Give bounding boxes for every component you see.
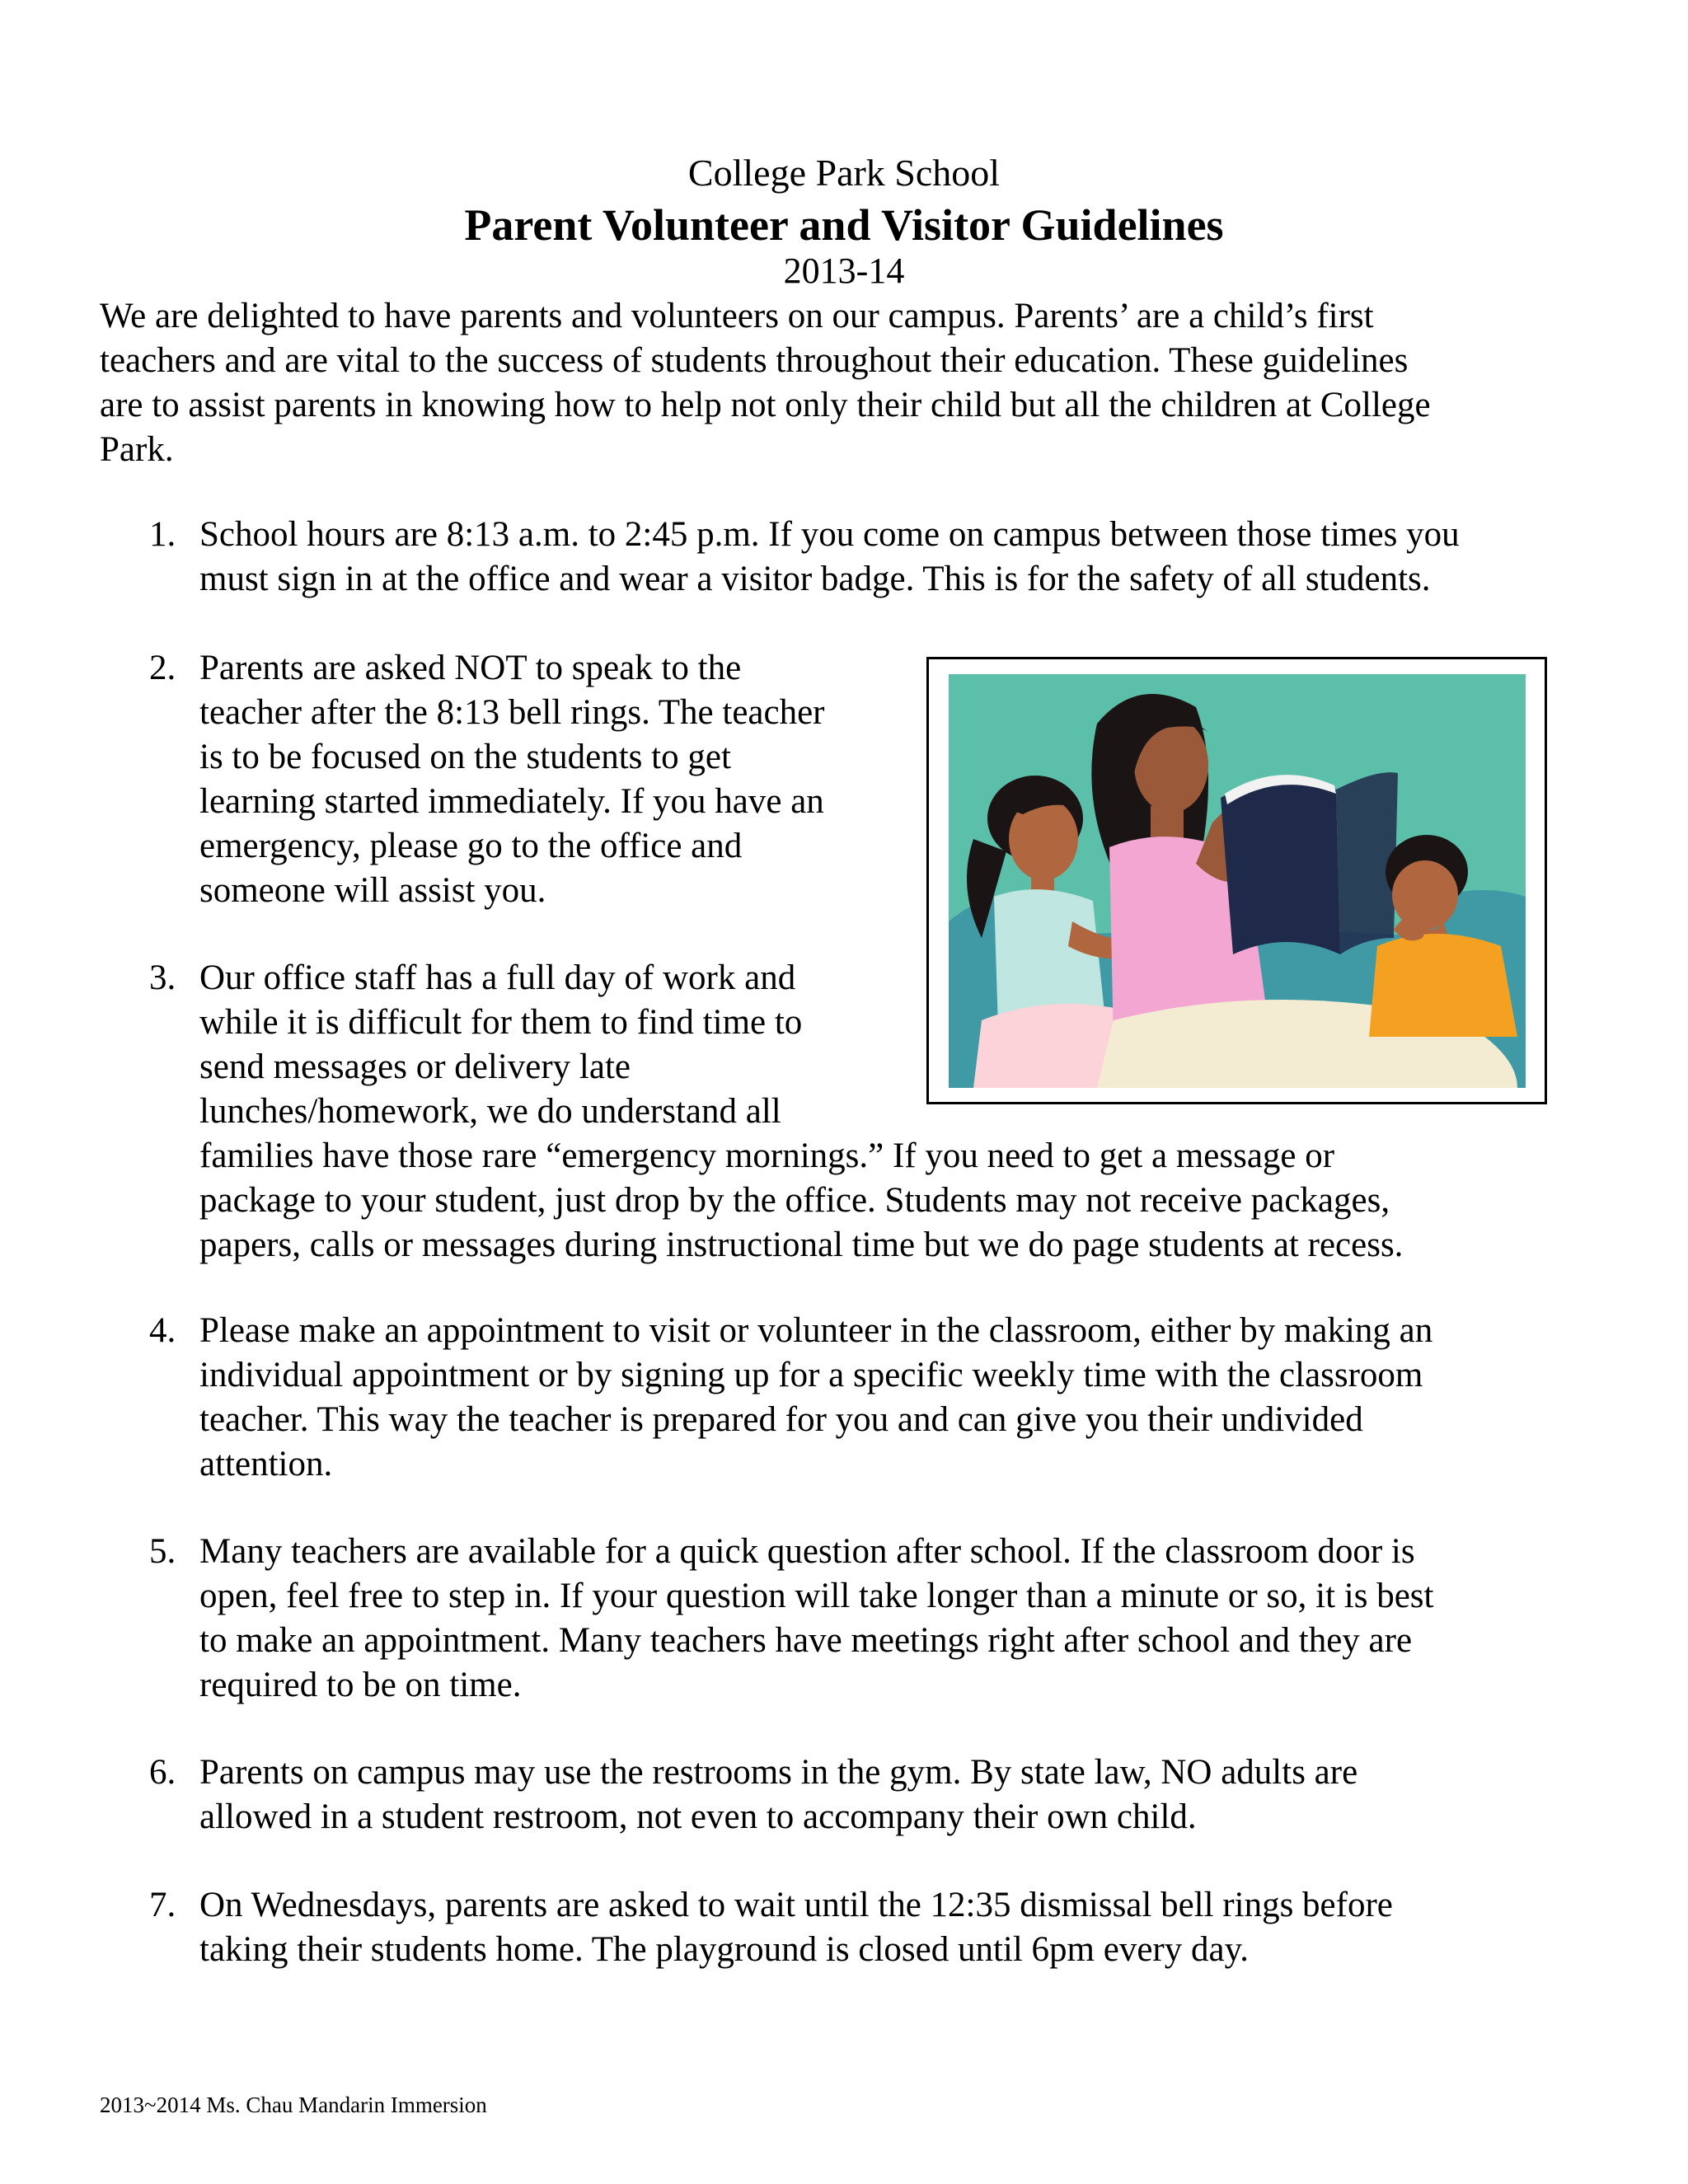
guideline-line: teacher. This way the teacher is prepared for you and can give you their undivided: [199, 1400, 1363, 1439]
guideline-number: 1.: [149, 515, 176, 554]
guideline-line: learning started immediately. If you have an: [199, 782, 824, 821]
guideline-number: 2.: [149, 649, 176, 687]
guideline-text: [199, 1883, 1608, 1972]
guideline-number: 4.: [149, 1311, 176, 1350]
guideline-line: send messages or delivery late: [199, 1047, 631, 1086]
intro-line: Park.: [100, 430, 174, 469]
guideline-text: [199, 1309, 1608, 1487]
guideline-text: [199, 1530, 1608, 1708]
guideline-item-7: [100, 1883, 1608, 1972]
guideline-number: 6.: [149, 1753, 176, 1792]
book-shape: [1221, 772, 1398, 954]
guideline-number: 7.: [149, 1886, 176, 1924]
guideline-line: open, feel free to step in. If your question will take longer than a minute or so, it is best: [199, 1577, 1434, 1615]
intro-line: are to assist parents in knowing how to help not only their child but all the children at College: [100, 386, 1431, 424]
guideline-line: teacher after the 8:13 bell rings. The teacher: [199, 693, 825, 732]
guideline-number: 3.: [149, 958, 176, 997]
guideline-line: emergency, please go to the office and: [199, 827, 743, 865]
page-title: Parent Volunteer and Visitor Guidelines: [464, 200, 1224, 250]
guideline-item-6: [100, 1750, 1608, 1840]
guideline-line: papers, calls or messages during instructional time but we do page students at recess.: [199, 1226, 1404, 1264]
school-year: 2013-14: [783, 251, 905, 291]
guideline-item-1: [100, 513, 1608, 602]
intro-line: teachers and are vital to the success of students throughout their education. These guidelines: [100, 341, 1409, 380]
intro-line: We are delighted to have parents and volunteers on our campus. Parents’ are a child’s first: [100, 297, 1374, 335]
guideline-line: On Wednesdays, parents are asked to wait until the 12:35 dismissal bell rings before: [199, 1886, 1393, 1924]
guideline-line: Our office staff has a full day of work and: [199, 958, 796, 997]
guideline-line: allowed in a student restroom, not even to accompany their own child.: [199, 1797, 1197, 1836]
guideline-item-5: [100, 1530, 1608, 1708]
guideline-line: required to be on time.: [199, 1666, 522, 1704]
guideline-line: taking their students home. The playground is closed until 6pm every day.: [199, 1930, 1250, 1969]
guideline-line: Parents on campus may use the restrooms in the gym. By state law, NO adults are: [199, 1753, 1358, 1792]
mother-reading-to-children-illustration: [926, 657, 1547, 1104]
guideline-line: individual appointment or by signing up for a specific weekly time with the classroom: [199, 1356, 1423, 1394]
guideline-line: while it is difficult for them to find time to: [199, 1003, 803, 1042]
illustration-svg: [949, 674, 1526, 1088]
guideline-line: Please make an appointment to visit or volunteer in the classroom, either by making an: [199, 1311, 1433, 1350]
guideline-line: package to your student, just drop by the office. Students may not receive packages,: [199, 1181, 1390, 1220]
guideline-line: to make an appointment. Many teachers have meetings right after school and they are: [199, 1621, 1413, 1660]
intro-paragraph: [100, 294, 1583, 472]
guideline-text: [199, 1750, 1608, 1840]
guideline-line: someone will assist you.: [199, 871, 546, 910]
guideline-number: 5.: [149, 1532, 176, 1571]
guideline-line: School hours are 8:13 a.m. to 2:45 p.m. If you come on campus between those times you: [199, 515, 1460, 554]
school-name: College Park School: [687, 152, 1001, 194]
guideline-line: lunches/homework, we do understand all: [199, 1092, 781, 1131]
guideline-line: must sign in at the office and wear a visitor badge. This is for the safety of all students.: [199, 560, 1431, 598]
guideline-line: attention.: [199, 1445, 333, 1483]
guideline-line: Parents are asked NOT to speak to the: [199, 649, 742, 687]
guideline-text: [199, 513, 1608, 602]
page-footer: 2013~2014 Ms. Chau Mandarin Immersion: [100, 2093, 487, 2117]
guideline-item-4: [100, 1309, 1608, 1487]
guideline-line: Many teachers are available for a quick question after school. If the classroom door is: [199, 1532, 1415, 1571]
guideline-line: families have those rare “emergency mornings.” If you need to get a message or: [199, 1137, 1335, 1175]
guideline-line: is to be focused on the students to get: [199, 738, 731, 776]
